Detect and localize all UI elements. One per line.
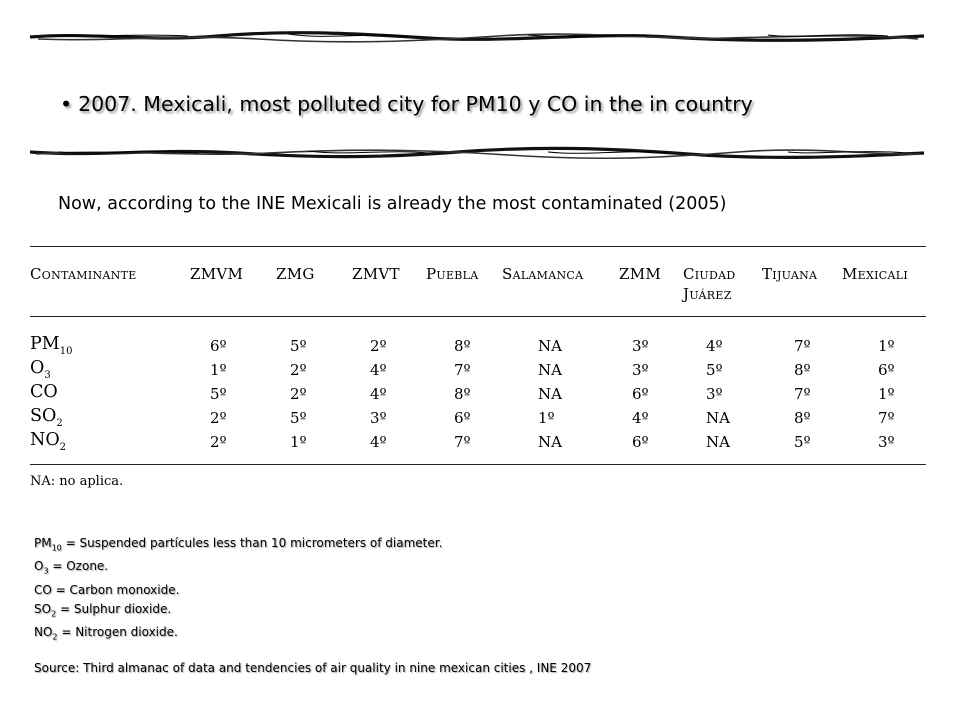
table-cell: 2º bbox=[210, 409, 227, 427]
table-cell: 8º bbox=[794, 361, 811, 379]
table-cell: 3º bbox=[370, 409, 387, 427]
bullet-marker: • bbox=[60, 92, 73, 116]
table-bottom-rule bbox=[30, 464, 926, 465]
table-cell: NA bbox=[538, 337, 562, 355]
decorative-brush-stroke-middle bbox=[28, 146, 926, 160]
table-cell: 2º bbox=[290, 385, 307, 403]
legend-item: $SO_2$ = Sulphur dioxide. bbox=[34, 601, 172, 619]
table-cell: 3º bbox=[632, 337, 649, 355]
table-cell: 7º bbox=[454, 433, 471, 451]
intro-text: Now, according to the INE Mexicali is already the most contaminated (2005) bbox=[58, 194, 727, 214]
table-cell: 4º bbox=[632, 409, 649, 427]
table-cell: 7º bbox=[794, 385, 811, 403]
table-cell: 1º bbox=[290, 433, 307, 451]
source-citation: Source: Third almanac of data and tendencies of air quality in nine mexican cities , INE 2007 bbox=[34, 660, 592, 675]
table-cell: 7º bbox=[454, 361, 471, 379]
legend-item: CO = Carbon monoxide. bbox=[34, 582, 180, 597]
table-cell: 8º bbox=[454, 337, 471, 355]
table-cell: 4º bbox=[370, 433, 387, 451]
table-header-city: ZMVT bbox=[352, 265, 400, 283]
legend-item: $NO_2$ = Nitrogen dioxide. bbox=[34, 625, 178, 642]
table-cell: 6º bbox=[632, 433, 649, 451]
table-top-rule bbox=[30, 246, 926, 247]
decorative-brush-stroke-top bbox=[28, 30, 926, 44]
table-header-city: Tijuana bbox=[762, 265, 818, 283]
table-cell: 3º bbox=[878, 433, 895, 451]
table-cell: 2º bbox=[370, 337, 387, 355]
table-header-city: ZMVM bbox=[190, 265, 244, 283]
legend-item: $O_3$ = Ozone. bbox=[34, 559, 109, 576]
table-cell: 6º bbox=[632, 385, 649, 403]
table-cell: 2º bbox=[290, 361, 307, 379]
table-cell: NA bbox=[538, 433, 562, 451]
table-cell: 6º bbox=[454, 409, 471, 427]
table-cell: 6º bbox=[210, 337, 227, 355]
table-cell: 7º bbox=[878, 409, 895, 427]
table-cell: 7º bbox=[794, 337, 811, 355]
legend-item: $PM_{10}$ = Suspended partícules less than 10 micrometers of diameter. bbox=[34, 536, 443, 553]
table-cell: NA bbox=[538, 385, 562, 403]
table-cell: 5º bbox=[290, 337, 307, 355]
table-cell: NA bbox=[706, 433, 730, 451]
table-cell: 6º bbox=[878, 361, 895, 379]
table-cell: 4º bbox=[370, 385, 387, 403]
table-cell: 3º bbox=[632, 361, 649, 379]
table-header-pollutant: Contaminante bbox=[30, 265, 137, 283]
table-row-label: $SO_2$ bbox=[30, 406, 63, 429]
table-cell: 1º bbox=[538, 409, 555, 427]
table-cell: 3º bbox=[706, 385, 723, 403]
table-cell: NA bbox=[706, 409, 730, 427]
table-header-city: Mexicali bbox=[842, 265, 908, 283]
table-cell: 8º bbox=[454, 385, 471, 403]
headline-text: 2007. Mexicali, most polluted city for PM10 y CO in the in country bbox=[78, 92, 753, 116]
table-cell: 1º bbox=[210, 361, 227, 379]
table-header-city: Salamanca bbox=[502, 265, 584, 283]
headline-bullet bbox=[60, 92, 753, 116]
table-row-label: $PM_{10}$ bbox=[30, 334, 73, 357]
table-row-label: $NO_2$ bbox=[30, 430, 67, 453]
table-header-city: ZMG bbox=[276, 265, 315, 283]
table-header-city: Ciudad Juárez bbox=[683, 265, 736, 303]
table-header-rule bbox=[30, 316, 926, 317]
table-header-city: Puebla bbox=[426, 265, 479, 283]
table-cell: 4º bbox=[706, 337, 723, 355]
table-header-city: ZMM bbox=[619, 265, 662, 283]
table-cell: 2º bbox=[210, 433, 227, 451]
pollution-ranking-table bbox=[30, 244, 926, 494]
table-cell: 8º bbox=[794, 409, 811, 427]
table-cell: 5º bbox=[290, 409, 307, 427]
table-row-label: CO bbox=[30, 382, 58, 402]
table-cell: NA bbox=[538, 361, 562, 379]
table-cell: 1º bbox=[878, 385, 895, 403]
abbreviation-legend bbox=[34, 534, 591, 678]
table-cell: 5º bbox=[706, 361, 723, 379]
table-row-label: $O_3$ bbox=[30, 358, 51, 381]
table-cell: 4º bbox=[370, 361, 387, 379]
table-note: NA: no aplica. bbox=[30, 474, 124, 489]
table-cell: 5º bbox=[210, 385, 227, 403]
table-cell: 1º bbox=[878, 337, 895, 355]
table-cell: 5º bbox=[794, 433, 811, 451]
